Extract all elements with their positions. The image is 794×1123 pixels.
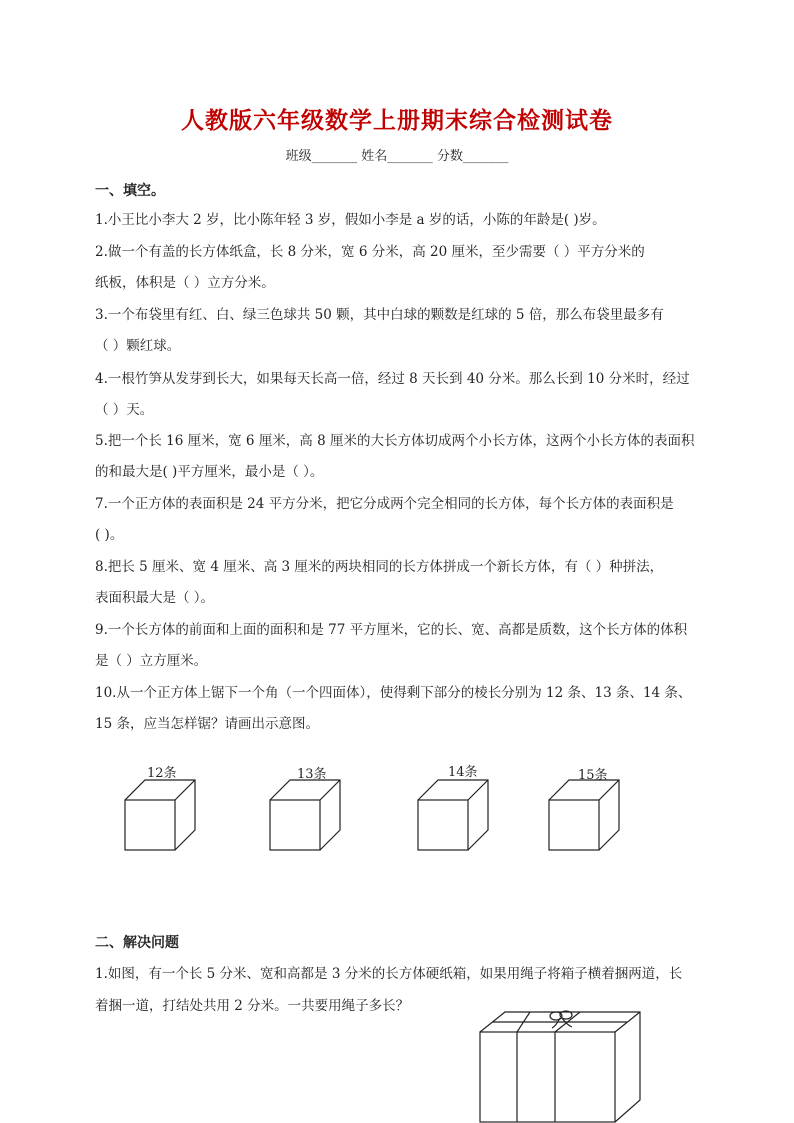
section2-heading: 二、解决问题 xyxy=(95,935,179,951)
section1-heading: 一、填空。 xyxy=(95,183,165,199)
question-line: ( )。 xyxy=(95,527,124,543)
cube-label: 14条 xyxy=(448,765,478,780)
question-line: 15 条，应当怎样锯？请画出示意图。 xyxy=(95,716,319,732)
question-line: 纸板，体积是（ ）立方分米。 xyxy=(95,275,275,291)
question-line: 表面积最大是（ ）。 xyxy=(95,590,215,606)
question-line: 7.一个正方体的表面积是 24 平方分米，把它分成两个完全相同的长方体，每个长方体的表面积是 xyxy=(95,496,674,512)
problem-line: 1.如图，有一个长 5 分米、宽和高都是 3 分米的长方体硬纸箱，如果用绳子将箱子横着捆两道，长 xyxy=(95,966,683,982)
question-line: 1.小王比小李大 2 岁，比小陈年轻 3 岁，假如小李是 a 岁的话，小陈的年龄是( )岁。 xyxy=(95,212,606,228)
question-line: 2.做一个有盖的长方体纸盒，长 8 分米，宽 6 分米，高 20 厘米，至少需要（ ）平方分米的 xyxy=(95,244,645,260)
cube-drawing xyxy=(125,780,195,850)
question-line: （ ）天。 xyxy=(95,402,154,418)
question-line: （ ）颗红球。 xyxy=(95,338,181,354)
question-line: 9.一个长方体的前面和上面的面积和是 77 平方厘米，它的长、宽、高都是质数，这个长方体的体积 xyxy=(95,622,688,638)
cube-label: 15条 xyxy=(578,768,608,783)
tied-box-drawing xyxy=(480,1011,640,1122)
student-info-line: 班级_______ 姓名_______ 分数_______ xyxy=(285,149,509,164)
question-line: 的和最大是( )平方厘米，最小是（ ）。 xyxy=(95,464,324,480)
cube-label: 13条 xyxy=(297,767,327,782)
cube-drawing xyxy=(418,780,488,850)
question-line: 4.一根竹笋从发芽到长大，如果每天长高一倍，经过 8 天长到 40 分米。那么长到 10 分米时，经过 xyxy=(95,371,690,387)
cube-label: 12条 xyxy=(147,766,177,781)
cube-drawing xyxy=(270,780,340,850)
page-title: 人教版六年级数学上册期末综合检测试卷 xyxy=(181,107,613,134)
question-line: 8.把长 5 厘米、宽 4 厘米、高 3 厘米的两块相同的长方体拼成一个新长方体，有（ ）种拼法， xyxy=(95,559,664,575)
question-line: 10.从一个正方体上锯下一个角（一个四面体），使得剩下部分的棱长分别为 12 条、13 条、14 条、 xyxy=(95,685,692,701)
problem-line: 着捆一道，打结处共用 2 分米。一共要用绳子多长？ xyxy=(95,998,410,1014)
question-line: 3.一个布袋里有红、白、绿三色球共 50 颗，其中白球的颗数是红球的 5 倍，那么布袋里最多有 xyxy=(95,307,664,323)
cube-drawing xyxy=(549,780,619,850)
question-line: 是（ ）立方厘米。 xyxy=(95,653,208,669)
question-line: 5.把一个长 16 厘米，宽 6 厘米，高 8 厘米的大长方体切成两个小长方体，这两个小长方体的表面积 xyxy=(95,433,695,449)
